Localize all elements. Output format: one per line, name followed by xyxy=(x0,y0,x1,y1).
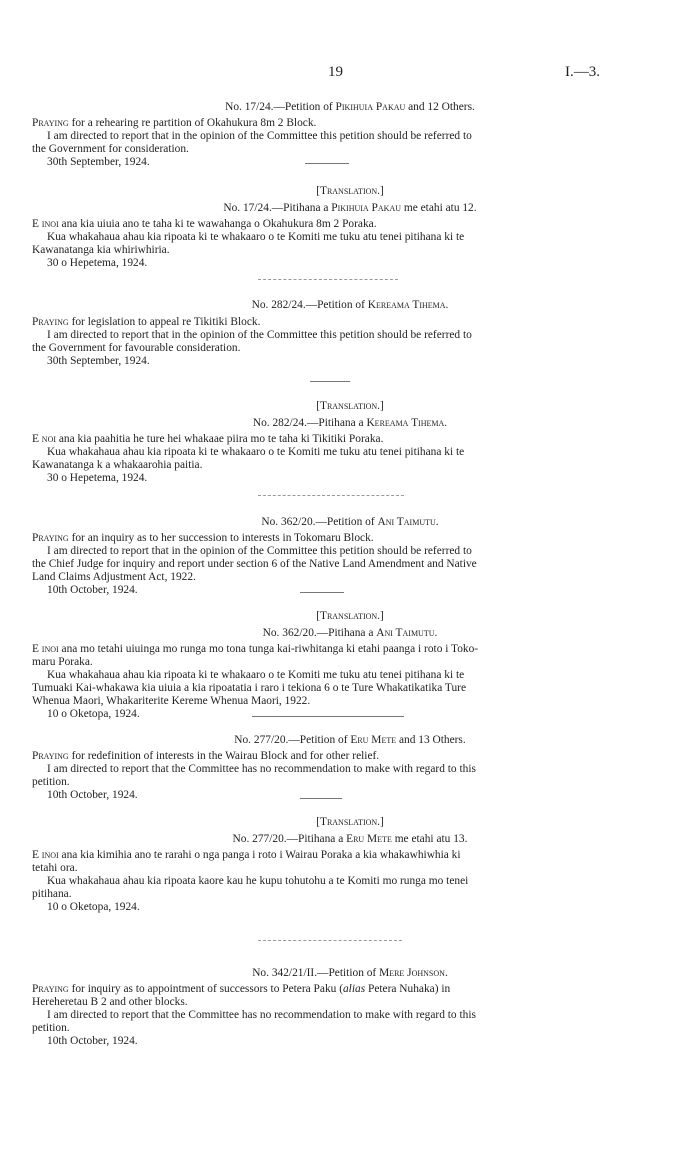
petition-heading: No. 282/24.—Petition of Kereama Tihema. xyxy=(251,299,449,311)
petition-body-line: petition. xyxy=(32,776,70,788)
petition-date: 10th October, 1924. xyxy=(47,1035,138,1047)
petition-body-line: tetahi ora. xyxy=(32,862,78,874)
petition-body-line: I am directed to report that the Committee has no recommendation to make with regard to this xyxy=(47,763,476,775)
petition-body-line: Kua whakahaua ahau kia ripoata ki te whakaaro o te Komiti me tuku atu tenei pitihana ki te xyxy=(47,231,465,243)
petition-heading: No. 362/20.—Pitihana a Ani Taimutu. xyxy=(262,627,438,639)
petition-date: 10th October, 1924. xyxy=(47,789,138,801)
petition-prayer: E inoi ana kia kimihia ano te rarahi o nga panga i roto i Wairau Poraka a kia whakawhiwhia ki xyxy=(32,849,461,861)
petition-heading: No. 277/20.—Petition of Eru Mete and 13 Others. xyxy=(234,734,466,746)
petition-body-line: Land Claims Adjustment Act, 1922. xyxy=(32,571,196,583)
petition-body-line: Whenua Maori, Whakariterite Kereme Whenua Maori, 1922. xyxy=(32,695,311,707)
petition-heading: No. 17/24.—Petition of Pikihuia Pakau and 12 Others. xyxy=(225,101,475,113)
petition-date: 10 o Oketopa, 1924. xyxy=(47,901,140,913)
petition-body-line: Kawanatanga kia whiriwhiria. xyxy=(32,244,170,256)
petition-body-line: I am directed to report that in the opinion of the Committee this petition should be referred to xyxy=(47,545,472,557)
petition-heading: No. 282/24.—Pitihana a Kereama Tihema. xyxy=(252,417,448,429)
petition-heading: No. 17/24.—Pitihana a Pikihuia Pakau me etahi atu 12. xyxy=(223,202,477,214)
petition-prayer: Praying for legislation to appeal re Tikitiki Block. xyxy=(32,316,261,328)
petition-date: 30 o Hepetema, 1924. xyxy=(47,257,148,269)
petition-heading: No. 342/21/II.—Petition of Mere Johnson. xyxy=(252,967,448,979)
petition-body-line: Tumuaki Kai-whakawa kia uiuia a kia ripoatatia i raro i tekiona 6 o te Ture Whakatikatika Ture xyxy=(32,682,467,694)
petition-body-line: I am directed to report that the Committee has no recommendation to make with regard to this xyxy=(47,1009,476,1021)
document-reference: I.—3. xyxy=(565,64,600,80)
petition-prayer: Praying for an inquiry as to her succession to interests in Tokomaru Block. xyxy=(32,532,374,544)
petition-prayer: Praying for inquiry as to appointment of successors to Petera Paku (alias Petera Nuhaka) in xyxy=(32,983,451,995)
petition-body-line: Kua whakahaua ahau kia ripoata kaore kau he kupu tohutohu a te Komiti mo runga mo tenei xyxy=(47,875,469,887)
petition-date: 10 o Oketopa, 1924. xyxy=(47,708,140,720)
petition-date: 10th October, 1924. xyxy=(47,584,138,596)
petition-body-line: maru Poraka. xyxy=(32,656,93,668)
petition-date: 30th September, 1924. xyxy=(47,355,150,367)
divider xyxy=(258,279,398,280)
petition-body-line: I am directed to report that in the opinion of the Committee this petition should be referred to xyxy=(47,130,472,142)
translation-label: [Translation.] xyxy=(316,400,384,412)
petition-heading: No. 362/20.—Petition of Ani Taimutu. xyxy=(261,516,439,528)
divider xyxy=(310,381,350,382)
petition-date: 30 o Hepetema, 1924. xyxy=(47,472,148,484)
petition-body-line: the Government for consideration. xyxy=(32,143,189,155)
petition-heading: No. 277/20.—Pitihana a Eru Mete me etahi atu 13. xyxy=(232,833,468,845)
petition-prayer: E noi ana kia paahitia he ture hei whakaae piira mo te taha ki Tikitiki Poraka. xyxy=(32,433,384,445)
translation-label: [Translation.] xyxy=(316,816,384,828)
page-number: 19 xyxy=(328,64,343,80)
petition-body-line: I am directed to report that in the opinion of the Committee this petition should be referred to xyxy=(47,329,472,341)
petition-body-line: pitihana. xyxy=(32,888,72,900)
divider xyxy=(258,495,404,496)
divider xyxy=(305,163,349,164)
petition-body-line: Kua whakahaua ahau kia ripoata ki te whakaaro o te Komiti me tuku atu tenei pitihana ki te xyxy=(47,446,465,458)
translation-label: [Translation.] xyxy=(316,610,384,622)
petition-date: 30th September, 1924. xyxy=(47,156,150,168)
petition-prayer: E inoi ana mo tetahi uiuinga mo runga mo tona tunga kai-riwhitanga ki etahi paanga i roto i Toko- xyxy=(32,643,479,655)
petition-body-line: petition. xyxy=(32,1022,70,1034)
petition-prayer: E inoi ana kia uiuia ano te taha ki te wawahanga o Okahukura 8m 2 Poraka. xyxy=(32,218,377,230)
petition-prayer: Praying for redefinition of interests in the Wairau Block and for other relief. xyxy=(32,750,380,762)
petition-body-line: Hereheretau B 2 and other blocks. xyxy=(32,996,188,1008)
translation-label: [Translation.] xyxy=(316,185,384,197)
petition-body-line: Kawanatanga k a whakaarohia paitia. xyxy=(32,459,203,471)
petition-body-line: the Government for favourable consideration. xyxy=(32,342,241,354)
petition-body-line: Kua whakahaua ahau kia ripoata ki te whakaaro o te Komiti me tuku atu tenei pitihana ki te xyxy=(47,669,465,681)
divider xyxy=(300,798,342,799)
divider xyxy=(300,592,344,593)
petition-body-line: the Chief Judge for inquiry and report under section 6 of the Native Land Amendment and Native xyxy=(32,558,477,570)
divider xyxy=(252,716,404,717)
petition-prayer: Praying for a rehearing re partition of Okahukura 8m 2 Block. xyxy=(32,117,317,129)
divider xyxy=(258,940,402,941)
